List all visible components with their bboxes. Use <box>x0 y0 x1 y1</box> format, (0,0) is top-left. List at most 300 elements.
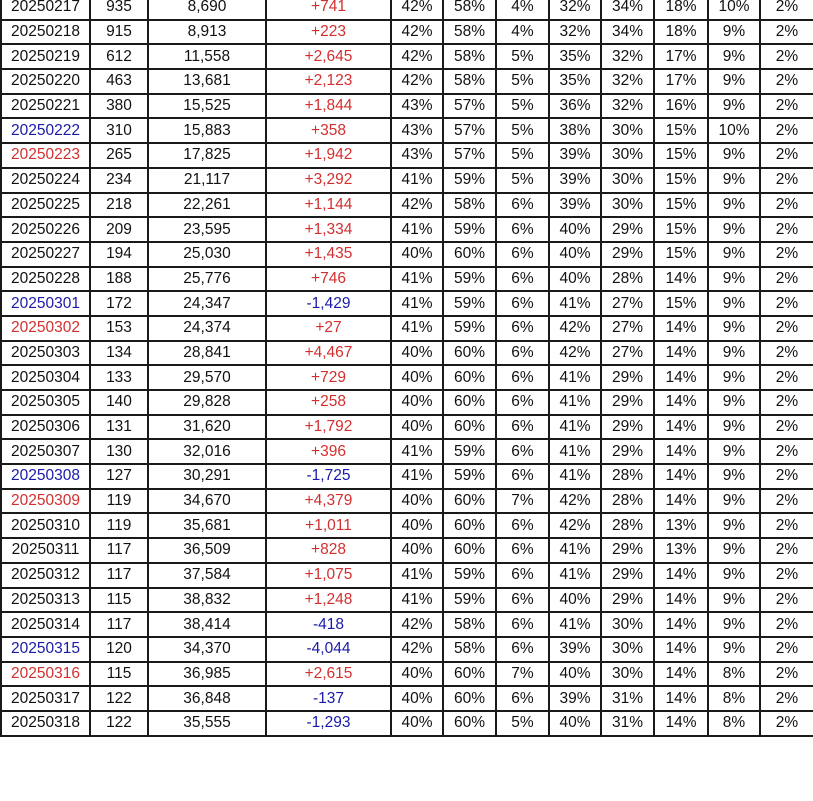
count-cell: 8,913 <box>148 20 266 45</box>
pct-cell-4: 38% <box>549 118 601 143</box>
pct-cell-4: 42% <box>549 316 601 341</box>
date-cell: 20250313 <box>1 588 90 613</box>
count-cell: 38,832 <box>148 588 266 613</box>
change-cell: +1,075 <box>266 563 391 588</box>
change-cell: +828 <box>266 538 391 563</box>
rank-cell: 127 <box>90 464 148 489</box>
pct-cell-8: 2% <box>760 143 813 168</box>
pct-cell-1: 40% <box>391 538 443 563</box>
pct-cell-8: 2% <box>760 341 813 366</box>
pct-cell-6: 14% <box>654 612 708 637</box>
pct-cell-7: 9% <box>708 637 760 662</box>
change-cell: -137 <box>266 686 391 711</box>
pct-cell-1: 41% <box>391 217 443 242</box>
rank-cell: 117 <box>90 538 148 563</box>
pct-cell-4: 39% <box>549 637 601 662</box>
pct-cell-1: 40% <box>391 662 443 687</box>
pct-cell-1: 41% <box>391 316 443 341</box>
pct-cell-5: 30% <box>601 612 654 637</box>
count-cell: 15,525 <box>148 94 266 119</box>
pct-cell-4: 39% <box>549 168 601 193</box>
pct-cell-3: 6% <box>496 637 549 662</box>
pct-cell-8: 2% <box>760 489 813 514</box>
pct-cell-8: 2% <box>760 20 813 45</box>
pct-cell-7: 9% <box>708 316 760 341</box>
date-cell: 20250318 <box>1 711 90 736</box>
table-row <box>1 341 813 366</box>
pct-cell-3: 5% <box>496 44 549 69</box>
table-row <box>1 316 813 341</box>
count-cell: 25,776 <box>148 267 266 292</box>
date-cell: 20250305 <box>1 390 90 415</box>
pct-cell-7: 9% <box>708 538 760 563</box>
rank-cell: 310 <box>90 118 148 143</box>
count-cell: 21,117 <box>148 168 266 193</box>
change-cell: -4,044 <box>266 637 391 662</box>
pct-cell-4: 40% <box>549 662 601 687</box>
pct-cell-3: 5% <box>496 143 549 168</box>
date-cell: 20250317 <box>1 686 90 711</box>
rank-cell: 115 <box>90 662 148 687</box>
pct-cell-6: 13% <box>654 513 708 538</box>
pct-cell-4: 40% <box>549 267 601 292</box>
pct-cell-3: 6% <box>496 291 549 316</box>
pct-cell-6: 15% <box>654 168 708 193</box>
change-cell: +1,334 <box>266 217 391 242</box>
count-cell: 28,841 <box>148 341 266 366</box>
pct-cell-8: 2% <box>760 242 813 267</box>
change-cell: -418 <box>266 612 391 637</box>
pct-cell-5: 28% <box>601 489 654 514</box>
date-cell: 20250222 <box>1 118 90 143</box>
date-cell: 20250315 <box>1 637 90 662</box>
rank-cell: 188 <box>90 267 148 292</box>
change-cell: +358 <box>266 118 391 143</box>
count-cell: 24,347 <box>148 291 266 316</box>
table-row <box>1 20 813 45</box>
pct-cell-8: 2% <box>760 69 813 94</box>
count-cell: 29,828 <box>148 390 266 415</box>
change-cell: +746 <box>266 267 391 292</box>
pct-cell-5: 29% <box>601 415 654 440</box>
pct-cell-5: 29% <box>601 365 654 390</box>
change-cell: +729 <box>266 365 391 390</box>
pct-cell-8: 2% <box>760 316 813 341</box>
pct-cell-2: 60% <box>443 686 496 711</box>
pct-cell-5: 34% <box>601 0 654 20</box>
pct-cell-5: 29% <box>601 242 654 267</box>
rank-cell: 122 <box>90 711 148 736</box>
table-row <box>1 711 813 736</box>
pct-cell-2: 60% <box>443 242 496 267</box>
rank-cell: 117 <box>90 563 148 588</box>
pct-cell-8: 2% <box>760 439 813 464</box>
pct-cell-3: 6% <box>496 538 549 563</box>
pct-cell-8: 2% <box>760 711 813 736</box>
pct-cell-7: 9% <box>708 193 760 218</box>
pct-cell-2: 60% <box>443 662 496 687</box>
count-cell: 13,681 <box>148 69 266 94</box>
pct-cell-3: 6% <box>496 341 549 366</box>
pct-cell-4: 41% <box>549 439 601 464</box>
pct-cell-1: 40% <box>391 242 443 267</box>
pct-cell-7: 10% <box>708 0 760 20</box>
pct-cell-3: 6% <box>496 242 549 267</box>
pct-cell-3: 4% <box>496 20 549 45</box>
pct-cell-1: 42% <box>391 44 443 69</box>
pct-cell-8: 2% <box>760 193 813 218</box>
change-cell: +1,844 <box>266 94 391 119</box>
pct-cell-2: 59% <box>443 439 496 464</box>
date-cell: 20250316 <box>1 662 90 687</box>
pct-cell-7: 9% <box>708 44 760 69</box>
pct-cell-1: 43% <box>391 143 443 168</box>
pct-cell-6: 14% <box>654 316 708 341</box>
count-cell: 37,584 <box>148 563 266 588</box>
table-row <box>1 612 813 637</box>
pct-cell-4: 35% <box>549 69 601 94</box>
pct-cell-7: 9% <box>708 168 760 193</box>
rank-cell: 115 <box>90 588 148 613</box>
pct-cell-6: 14% <box>654 686 708 711</box>
pct-cell-5: 32% <box>601 94 654 119</box>
pct-cell-7: 8% <box>708 686 760 711</box>
rank-cell: 234 <box>90 168 148 193</box>
count-cell: 31,620 <box>148 415 266 440</box>
pct-cell-3: 7% <box>496 489 549 514</box>
pct-cell-3: 6% <box>496 193 549 218</box>
pct-cell-2: 60% <box>443 341 496 366</box>
rank-cell: 380 <box>90 94 148 119</box>
table-row <box>1 242 813 267</box>
table-row <box>1 588 813 613</box>
pct-cell-2: 57% <box>443 94 496 119</box>
table-row <box>1 291 813 316</box>
pct-cell-3: 6% <box>496 612 549 637</box>
table-row <box>1 563 813 588</box>
pct-cell-4: 41% <box>549 464 601 489</box>
pct-cell-1: 43% <box>391 118 443 143</box>
count-cell: 23,595 <box>148 217 266 242</box>
count-cell: 32,016 <box>148 439 266 464</box>
table-row <box>1 168 813 193</box>
pct-cell-8: 2% <box>760 168 813 193</box>
change-cell: +2,615 <box>266 662 391 687</box>
pct-cell-2: 59% <box>443 267 496 292</box>
pct-cell-5: 29% <box>601 390 654 415</box>
date-cell: 20250228 <box>1 267 90 292</box>
pct-cell-6: 14% <box>654 588 708 613</box>
pct-cell-3: 6% <box>496 588 549 613</box>
pct-cell-6: 15% <box>654 193 708 218</box>
pct-cell-8: 2% <box>760 662 813 687</box>
pct-cell-4: 40% <box>549 217 601 242</box>
pct-cell-5: 32% <box>601 69 654 94</box>
pct-cell-5: 31% <box>601 686 654 711</box>
pct-cell-4: 41% <box>549 563 601 588</box>
table-row <box>1 686 813 711</box>
pct-cell-1: 40% <box>391 415 443 440</box>
pct-cell-5: 28% <box>601 513 654 538</box>
pct-cell-4: 42% <box>549 341 601 366</box>
pct-cell-8: 2% <box>760 291 813 316</box>
pct-cell-1: 41% <box>391 168 443 193</box>
count-cell: 24,374 <box>148 316 266 341</box>
pct-cell-1: 42% <box>391 20 443 45</box>
count-cell: 34,670 <box>148 489 266 514</box>
change-cell: -1,293 <box>266 711 391 736</box>
pct-cell-7: 9% <box>708 341 760 366</box>
pct-cell-8: 2% <box>760 538 813 563</box>
pct-cell-2: 59% <box>443 217 496 242</box>
pct-cell-8: 2% <box>760 0 813 20</box>
pct-cell-7: 9% <box>708 217 760 242</box>
pct-cell-7: 9% <box>708 415 760 440</box>
pct-cell-3: 7% <box>496 662 549 687</box>
rank-cell: 463 <box>90 69 148 94</box>
pct-cell-8: 2% <box>760 464 813 489</box>
rank-cell: 117 <box>90 612 148 637</box>
pct-cell-5: 30% <box>601 143 654 168</box>
date-cell: 20250311 <box>1 538 90 563</box>
pct-cell-8: 2% <box>760 513 813 538</box>
pct-cell-7: 9% <box>708 242 760 267</box>
change-cell: +1,248 <box>266 588 391 613</box>
pct-cell-2: 58% <box>443 193 496 218</box>
rank-cell: 209 <box>90 217 148 242</box>
count-cell: 30,291 <box>148 464 266 489</box>
pct-cell-4: 39% <box>549 143 601 168</box>
pct-cell-3: 4% <box>496 0 549 20</box>
pct-cell-7: 9% <box>708 291 760 316</box>
table-row <box>1 94 813 119</box>
date-cell: 20250223 <box>1 143 90 168</box>
pct-cell-3: 6% <box>496 217 549 242</box>
rank-cell: 194 <box>90 242 148 267</box>
date-cell: 20250220 <box>1 69 90 94</box>
table-row <box>1 193 813 218</box>
pct-cell-2: 57% <box>443 143 496 168</box>
count-cell: 25,030 <box>148 242 266 267</box>
table-row <box>1 267 813 292</box>
pct-cell-6: 15% <box>654 143 708 168</box>
change-cell: +1,144 <box>266 193 391 218</box>
pct-cell-4: 41% <box>549 365 601 390</box>
pct-cell-7: 9% <box>708 439 760 464</box>
pct-cell-4: 42% <box>549 489 601 514</box>
pct-cell-7: 8% <box>708 711 760 736</box>
pct-cell-2: 58% <box>443 20 496 45</box>
pct-cell-3: 6% <box>496 365 549 390</box>
pct-cell-6: 16% <box>654 94 708 119</box>
rank-cell: 134 <box>90 341 148 366</box>
date-cell: 20250306 <box>1 415 90 440</box>
pct-cell-6: 15% <box>654 291 708 316</box>
pct-cell-8: 2% <box>760 612 813 637</box>
pct-cell-8: 2% <box>760 267 813 292</box>
change-cell: +4,467 <box>266 341 391 366</box>
pct-cell-4: 40% <box>549 242 601 267</box>
rank-cell: 218 <box>90 193 148 218</box>
rank-cell: 153 <box>90 316 148 341</box>
pct-cell-2: 60% <box>443 489 496 514</box>
count-cell: 34,370 <box>148 637 266 662</box>
count-cell: 35,555 <box>148 711 266 736</box>
pct-cell-8: 2% <box>760 44 813 69</box>
pct-cell-4: 41% <box>549 612 601 637</box>
pct-cell-2: 58% <box>443 0 496 20</box>
pct-cell-8: 2% <box>760 637 813 662</box>
pct-cell-2: 60% <box>443 390 496 415</box>
pct-cell-7: 9% <box>708 588 760 613</box>
pct-cell-3: 5% <box>496 711 549 736</box>
table-row <box>1 637 813 662</box>
change-cell: +4,379 <box>266 489 391 514</box>
pct-cell-6: 14% <box>654 662 708 687</box>
pct-cell-1: 40% <box>391 341 443 366</box>
pct-cell-6: 14% <box>654 439 708 464</box>
pct-cell-6: 14% <box>654 415 708 440</box>
change-cell: +2,123 <box>266 69 391 94</box>
pct-cell-3: 6% <box>496 464 549 489</box>
pct-cell-2: 60% <box>443 711 496 736</box>
table-row <box>1 415 813 440</box>
pct-cell-2: 58% <box>443 44 496 69</box>
count-cell: 38,414 <box>148 612 266 637</box>
pct-cell-5: 27% <box>601 341 654 366</box>
change-cell: +223 <box>266 20 391 45</box>
change-cell: +1,792 <box>266 415 391 440</box>
pct-cell-7: 9% <box>708 94 760 119</box>
pct-cell-7: 9% <box>708 267 760 292</box>
rank-cell: 140 <box>90 390 148 415</box>
pct-cell-4: 41% <box>549 390 601 415</box>
pct-cell-1: 41% <box>391 588 443 613</box>
rank-cell: 133 <box>90 365 148 390</box>
pct-cell-6: 15% <box>654 242 708 267</box>
table-row <box>1 513 813 538</box>
pct-cell-1: 42% <box>391 637 443 662</box>
table-row <box>1 464 813 489</box>
pct-cell-5: 30% <box>601 637 654 662</box>
pct-cell-2: 59% <box>443 168 496 193</box>
table-row <box>1 44 813 69</box>
table-row <box>1 365 813 390</box>
rank-cell: 122 <box>90 686 148 711</box>
pct-cell-5: 32% <box>601 44 654 69</box>
pct-cell-5: 29% <box>601 563 654 588</box>
pct-cell-4: 39% <box>549 193 601 218</box>
pct-cell-2: 59% <box>443 563 496 588</box>
pct-cell-2: 58% <box>443 612 496 637</box>
table-row <box>1 439 813 464</box>
pct-cell-2: 60% <box>443 538 496 563</box>
rank-cell: 119 <box>90 513 148 538</box>
pct-cell-2: 60% <box>443 365 496 390</box>
rank-cell: 935 <box>90 0 148 20</box>
change-cell: +1,435 <box>266 242 391 267</box>
pct-cell-8: 2% <box>760 94 813 119</box>
date-cell: 20250224 <box>1 168 90 193</box>
pct-cell-4: 41% <box>549 415 601 440</box>
pct-cell-8: 2% <box>760 217 813 242</box>
date-cell: 20250226 <box>1 217 90 242</box>
pct-cell-1: 42% <box>391 69 443 94</box>
pct-cell-5: 34% <box>601 20 654 45</box>
pct-cell-6: 17% <box>654 69 708 94</box>
pct-cell-1: 42% <box>391 193 443 218</box>
change-cell: +3,292 <box>266 168 391 193</box>
rank-cell: 915 <box>90 20 148 45</box>
pct-cell-6: 14% <box>654 637 708 662</box>
pct-cell-6: 14% <box>654 267 708 292</box>
pct-cell-4: 42% <box>549 513 601 538</box>
pct-cell-1: 41% <box>391 267 443 292</box>
pct-cell-3: 6% <box>496 390 549 415</box>
change-cell: -1,429 <box>266 291 391 316</box>
pct-cell-6: 15% <box>654 118 708 143</box>
pct-cell-3: 6% <box>496 439 549 464</box>
pct-cell-4: 32% <box>549 0 601 20</box>
pct-cell-6: 14% <box>654 711 708 736</box>
pct-cell-7: 9% <box>708 20 760 45</box>
pct-cell-3: 6% <box>496 563 549 588</box>
count-cell: 36,509 <box>148 538 266 563</box>
date-cell: 20250217 <box>1 0 90 20</box>
pct-cell-1: 43% <box>391 94 443 119</box>
pct-cell-5: 29% <box>601 439 654 464</box>
table-row <box>1 69 813 94</box>
change-cell: +1,011 <box>266 513 391 538</box>
rank-cell: 130 <box>90 439 148 464</box>
pct-cell-5: 31% <box>601 711 654 736</box>
pct-cell-7: 9% <box>708 365 760 390</box>
count-cell: 8,690 <box>148 0 266 20</box>
pct-cell-1: 41% <box>391 563 443 588</box>
pct-cell-7: 9% <box>708 69 760 94</box>
table-row <box>1 143 813 168</box>
table-row <box>1 489 813 514</box>
pct-cell-6: 14% <box>654 365 708 390</box>
date-cell: 20250302 <box>1 316 90 341</box>
pct-cell-7: 8% <box>708 662 760 687</box>
pct-cell-5: 30% <box>601 193 654 218</box>
change-cell: +258 <box>266 390 391 415</box>
count-cell: 29,570 <box>148 365 266 390</box>
pct-cell-8: 2% <box>760 365 813 390</box>
count-cell: 11,558 <box>148 44 266 69</box>
pct-cell-8: 2% <box>760 588 813 613</box>
pct-cell-6: 13% <box>654 538 708 563</box>
date-cell: 20250309 <box>1 489 90 514</box>
pct-cell-5: 30% <box>601 118 654 143</box>
change-cell: +741 <box>266 0 391 20</box>
pct-cell-3: 5% <box>496 118 549 143</box>
pct-cell-3: 5% <box>496 168 549 193</box>
pct-cell-7: 9% <box>708 489 760 514</box>
pct-cell-4: 40% <box>549 711 601 736</box>
pct-cell-6: 15% <box>654 217 708 242</box>
table-row <box>1 662 813 687</box>
pct-cell-1: 40% <box>391 489 443 514</box>
rank-cell: 131 <box>90 415 148 440</box>
pct-cell-8: 2% <box>760 390 813 415</box>
table-row <box>1 118 813 143</box>
pct-cell-4: 35% <box>549 44 601 69</box>
rank-cell: 120 <box>90 637 148 662</box>
pct-cell-2: 57% <box>443 118 496 143</box>
date-cell: 20250310 <box>1 513 90 538</box>
